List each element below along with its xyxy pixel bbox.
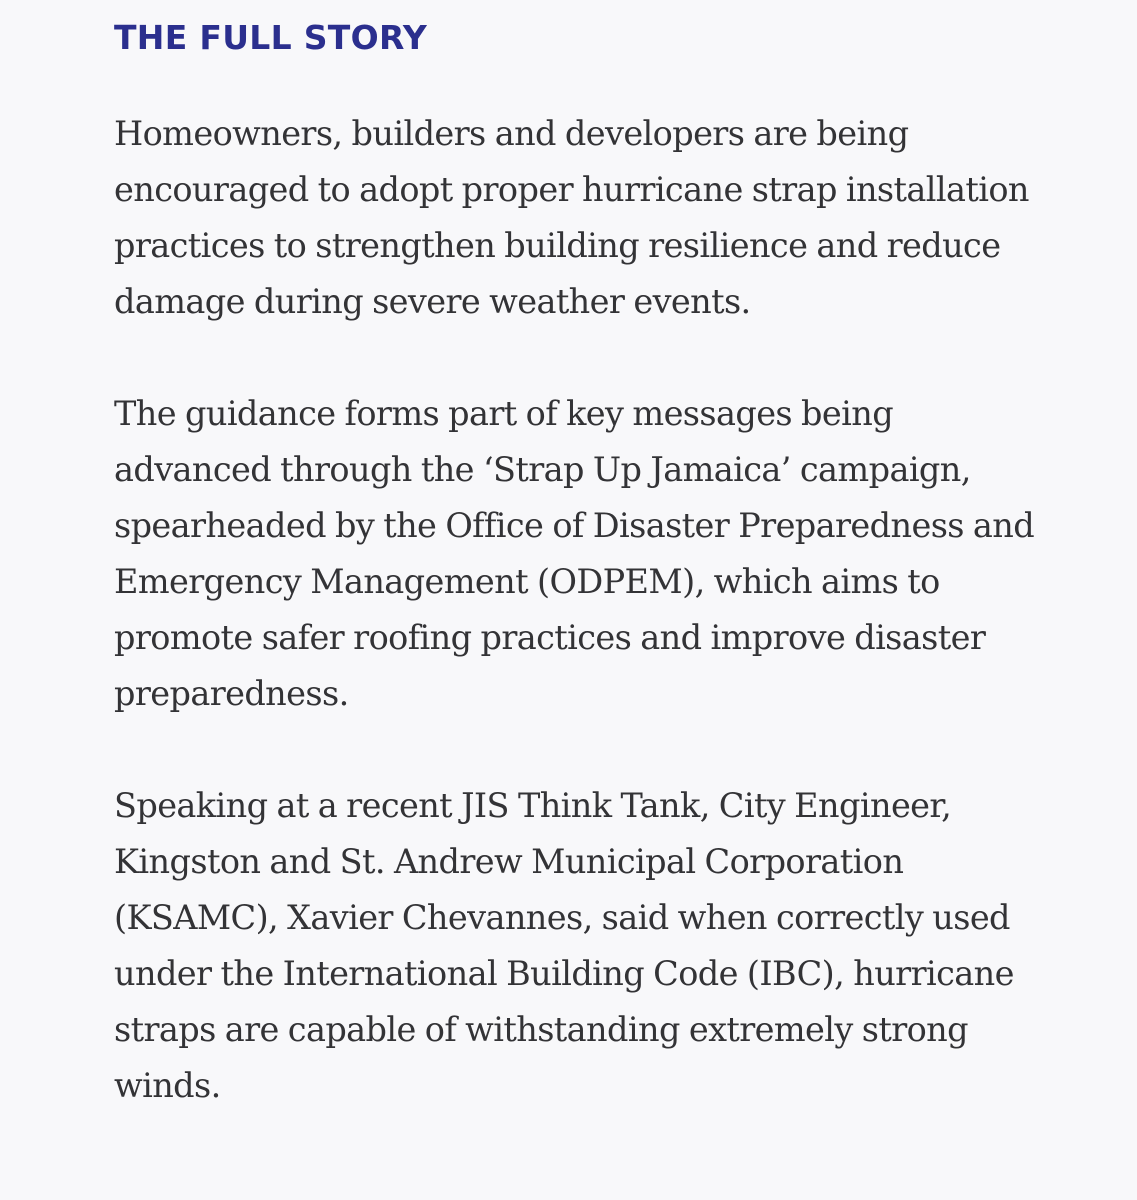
paragraph-campaign: The guidance forms part of key messages being advanced through the ‘Strap Up Jamaica’ campaign, spearheaded by the Office of Disaster Preparedness and Emergency Management (ODPEM), which aims to promote safer roofing practices and improve disaster preparedness.	[114, 394, 1035, 713]
article	[114, 16, 1054, 1170]
paragraph-quote: Speaking at a recent JIS Think Tank, City Engineer, Kingston and St. Andrew Municipal Corporation (KSAMC), Xavier Chevannes, said when correctly used under the International Building Code (IBC), hurricane straps are capable of withstanding extremely strong winds.	[114, 786, 1014, 1105]
paragraph-intro: Homeowners, builders and developers are being encouraged to adopt proper hurricane strap installation practices to strengthen building resilience and reduce damage during severe weather events.	[114, 114, 1029, 321]
article-body	[114, 106, 1054, 1114]
section-heading: THE FULL STORY	[114, 18, 428, 57]
